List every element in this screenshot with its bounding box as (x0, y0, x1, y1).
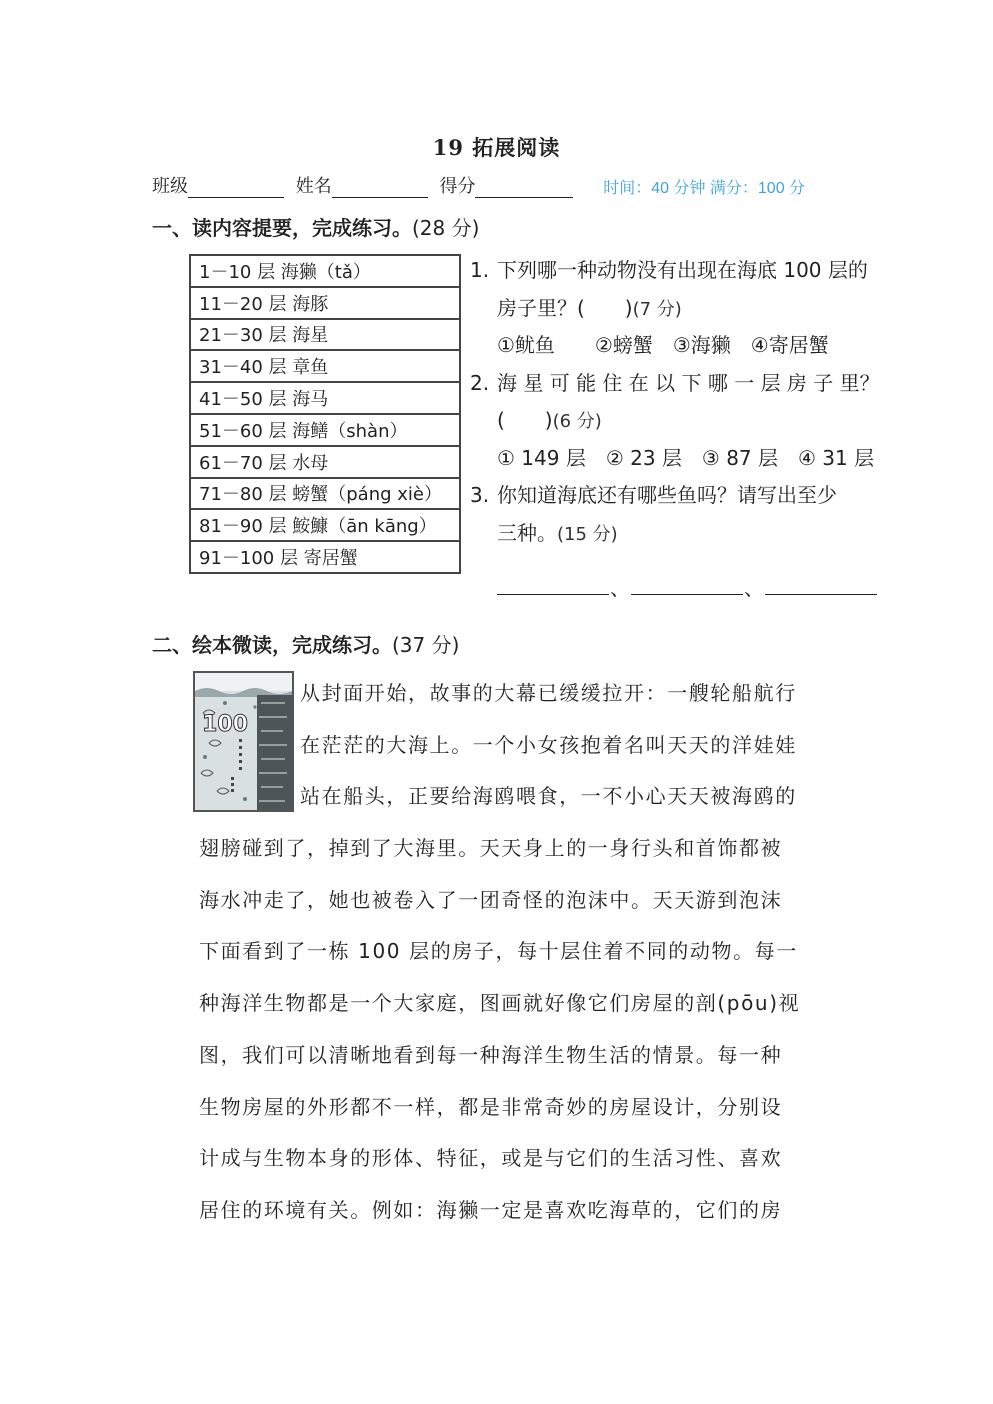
question-points: (7 分) (632, 298, 682, 320)
passage-line: 海水冲走了，她也被卷入了一团奇怪的泡沫中。天天游到泡沫 (199, 887, 783, 912)
picture-book-passage (199, 668, 849, 1237)
question-3-line-2 (470, 515, 910, 553)
floor-summary-table (189, 254, 461, 574)
question-number: 3. (470, 483, 490, 507)
question-text[interactable]: 房子里？( ) (497, 295, 633, 320)
section-1-points: (28 分) (412, 216, 480, 240)
question-1-options: ①鱿鱼 ②螃蟹 ③海獭 ④寄居蟹 (497, 333, 829, 357)
table-cell: 41－50 层 海马 (190, 382, 460, 414)
passage-line: 站在船头，正要给海鸥喂食，一不小心天天被海鸥的 (300, 784, 797, 809)
table-row (190, 541, 460, 573)
score-field[interactable] (475, 175, 573, 198)
table-row (190, 446, 460, 478)
time-info: 时间：40 分钟 满分：100 分 (603, 180, 806, 197)
question-2-line-2 (470, 402, 910, 440)
table-cell: 31－40 层 章鱼 (190, 350, 460, 382)
question-text: 海 星 可 能 住 在 以 下 哪 一 层 房 子 里？ (497, 370, 880, 395)
question-3-answer-blanks (497, 572, 877, 601)
question-number: 1. (470, 258, 490, 282)
section-2-points: (37 分) (392, 633, 460, 657)
table-cell: 91－100 层 寄居蟹 (190, 541, 460, 573)
table-cell: 21－30 层 海星 (190, 319, 460, 351)
passage-line: 从封面开始，故事的大幕已缓缓拉开：一艘轮船航行 (300, 681, 797, 705)
table-cell: 81－90 层 鮟鱇（ān kāng） (190, 509, 460, 541)
separator: 、 (744, 576, 764, 600)
passage-line: 种海洋生物都是一个大家庭，图画就好像它们房屋的剖(pōu)视 (199, 991, 801, 1016)
section-2-heading-text: 二、绘本微读，完成练习。 (152, 633, 392, 657)
question-1-line-2 (470, 290, 910, 328)
student-info-row (152, 172, 805, 198)
cover-title: 100 (202, 712, 248, 737)
passage-line: 图，我们可以清晰地看到每一种海洋生物生活的情景。每一种 (199, 1042, 783, 1067)
table-cell: 1－10 层 海獭（tǎ） (190, 255, 460, 287)
table-cell: 11－20 层 海豚 (190, 287, 460, 319)
passage-line: 生物房屋的外形都不一样，都是非常奇妙的房屋设计，分别设 (199, 1094, 783, 1119)
table-row (190, 255, 460, 287)
questions-block (470, 252, 910, 552)
question-points: (15 分) (557, 523, 618, 545)
section-1-heading-text: 一、读内容提要，完成练习。 (152, 216, 412, 240)
table-cell: 51－60 层 海鳝（shàn） (190, 414, 460, 446)
passage-line: 居住的环境有关。例如：海獭一定是喜欢吃海草的，它们的房 (199, 1197, 783, 1222)
class-label: 班级 (152, 176, 188, 197)
table-row (190, 509, 460, 541)
table-cell: 71－80 层 螃蟹（páng xiè） (190, 478, 460, 510)
answer-blank[interactable] (631, 574, 743, 595)
question-points: (6 分) (552, 411, 602, 432)
table-cell: 61－70 层 水母 (190, 446, 460, 478)
table-row (190, 478, 460, 510)
class-field[interactable] (188, 175, 284, 198)
table-row (190, 414, 460, 446)
passage-line: 计成与生物本身的形体、特征，或是与它们的生活习性、喜欢 (199, 1146, 783, 1171)
answer-blank[interactable] (765, 574, 877, 595)
table-row (190, 287, 460, 319)
separator: 、 (610, 576, 630, 600)
question-text: 三种。 (497, 520, 557, 545)
answer-bracket[interactable]: ( ) (497, 408, 553, 432)
passage-line: 下面看到了一栋 100 层的房子，每十层住着不同的动物。每一 (199, 939, 798, 964)
section-2-heading (152, 629, 459, 658)
question-text: 你知道海底还有哪些鱼吗？请写出至少 (497, 483, 837, 507)
table-row (190, 382, 460, 414)
page-title: 19 拓展阅读 (432, 135, 561, 160)
question-3 (470, 477, 910, 515)
question-1 (470, 252, 910, 290)
question-2-options: ① 149 层 ② 23 层 ③ 87 层 ④ 31 层 (497, 445, 875, 470)
question-text: 下列哪一种动物没有出现在海底 100 层的 (497, 258, 868, 282)
section-1-heading (152, 212, 479, 241)
question-2 (470, 365, 910, 403)
answer-blank[interactable] (497, 574, 609, 595)
name-label: 姓名 (295, 176, 332, 197)
table-row (190, 350, 460, 382)
score-label: 得分 (439, 176, 476, 197)
name-field[interactable] (332, 175, 428, 198)
question-number: 2. (470, 370, 490, 395)
table-row (190, 319, 460, 351)
passage-line: 在茫茫的大海上。一个小女孩抱着名叫天天的洋娃娃 (300, 732, 797, 757)
passage-line: 翅膀碰到了，掉到了大海里。天天身上的一身行头和首饰都被 (199, 836, 783, 861)
